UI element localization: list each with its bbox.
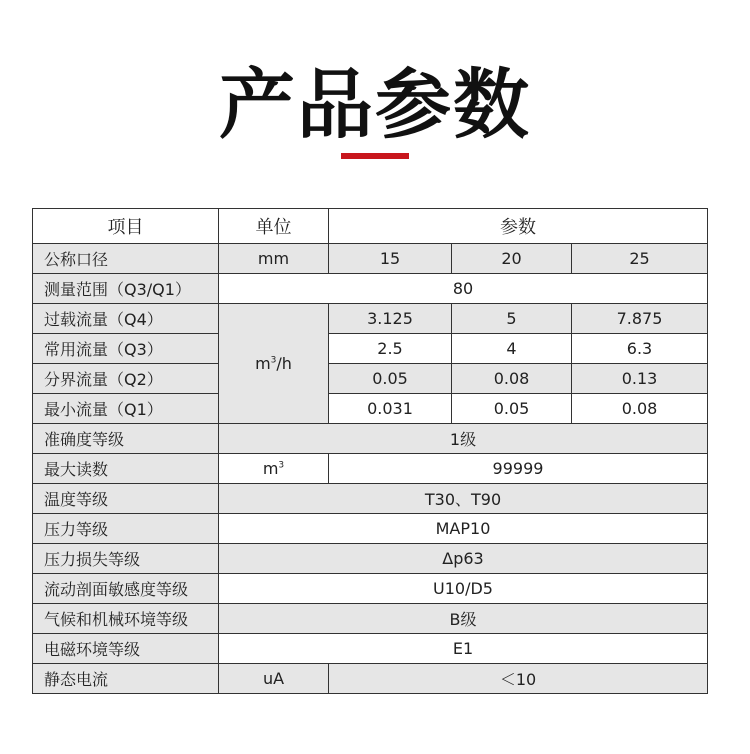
unit-superscript: 3 [278,460,285,471]
row-label: 气候和机械环境等级 [33,604,219,634]
row-value: 3.125 [329,304,452,334]
table-row [33,364,708,394]
table-row [33,514,708,544]
row-label: 常用流量（Q3） [33,334,219,364]
table-row [33,484,708,514]
row-label: 最小流量（Q1） [33,394,219,424]
unit-superscript: 3 [270,355,277,366]
table-row [33,664,708,694]
unit-tail: /h [276,354,292,373]
row-value: 0.08 [452,364,572,394]
table-row [33,574,708,604]
row-label: 公称口径 [33,244,219,274]
table-header-row [33,209,708,244]
unit-base: m [262,459,279,478]
spec-table [32,208,708,694]
table-row [33,454,708,484]
row-unit: mm [219,244,329,274]
table-row [33,394,708,424]
row-value: Δp63 [219,544,708,574]
table-row [33,334,708,364]
row-value: 6.3 [572,334,708,364]
table-row [33,424,708,454]
row-label: 电磁环境等级 [33,634,219,664]
row-label: 压力损失等级 [33,544,219,574]
header-params: 参数 [329,209,708,244]
page-title: 产品参数 [219,60,531,149]
row-label: 流动剖面敏感度等级 [33,574,219,604]
title-underline [341,153,409,159]
row-value: 4 [452,334,572,364]
row-unit [219,454,329,484]
row-label: 最大读数 [33,454,219,484]
row-value: MAP10 [219,514,708,544]
row-label: 过载流量（Q4） [33,304,219,334]
unit-base: m [255,354,271,373]
table-row [33,544,708,574]
header-unit: 单位 [219,209,329,244]
row-value: 20 [452,244,572,274]
row-value: 5 [452,304,572,334]
row-value: 7.875 [572,304,708,334]
row-label: 分界流量（Q2） [33,364,219,394]
row-unit: uA [219,664,329,694]
row-value: 2.5 [329,334,452,364]
table-row [33,304,708,334]
row-value: ＜10 [329,664,708,694]
row-value: 0.13 [572,364,708,394]
flow-unit-cell [219,304,329,424]
row-value: 0.05 [452,394,572,424]
row-value: 0.08 [572,394,708,424]
table-row [33,244,708,274]
row-value: U10/D5 [219,574,708,604]
row-value: 80 [219,274,708,304]
row-value: 1级 [219,424,708,454]
row-value: T30、T90 [219,484,708,514]
header-item: 项目 [33,209,219,244]
row-value: B级 [219,604,708,634]
row-label: 测量范围（Q3/Q1） [33,274,219,304]
row-value: 0.05 [329,364,452,394]
row-value: 99999 [329,454,708,484]
row-label: 压力等级 [33,514,219,544]
table-row [33,634,708,664]
row-label: 准确度等级 [33,424,219,454]
row-value: 25 [572,244,708,274]
row-value: 0.031 [329,394,452,424]
row-label: 温度等级 [33,484,219,514]
row-label: 静态电流 [33,664,219,694]
table-row [33,274,708,304]
table-row [33,604,708,634]
row-value: 15 [329,244,452,274]
row-value: E1 [219,634,708,664]
